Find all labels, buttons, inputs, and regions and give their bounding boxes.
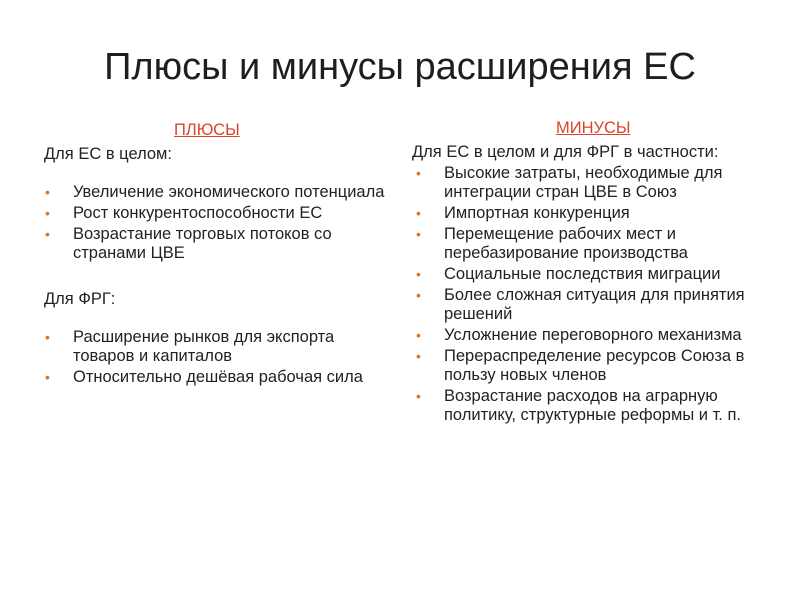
- list-item: [412, 347, 792, 385]
- list-item: [412, 387, 792, 425]
- list-item: [412, 265, 792, 284]
- pros-eu-intro: Для ЕС в целом:: [44, 145, 172, 163]
- list-item-text: Относительно дешёвая рабочая сила: [73, 368, 363, 386]
- cons-list: [412, 164, 792, 425]
- bullet-icon: •: [45, 184, 50, 200]
- bullet-icon: •: [416, 266, 421, 282]
- list-item-text: Перераспределение ресурсов Союза в пользу новых членов: [444, 347, 745, 384]
- bullet-icon: •: [45, 369, 50, 385]
- spacer: [44, 309, 390, 328]
- bullet-icon: •: [416, 348, 421, 364]
- pros-frg-list: [44, 328, 390, 387]
- list-item-text: Перемещение рабочих мест и перебазирование производства: [444, 225, 688, 262]
- list-item-text: Импортная конкуренция: [444, 204, 630, 222]
- slide-title: Плюсы и минусы расширения ЕС: [104, 46, 696, 88]
- pros-column: [44, 120, 390, 389]
- list-item: [412, 164, 792, 202]
- cons-heading: МИНУСЫ: [556, 119, 631, 137]
- pros-eu-list: [44, 183, 390, 263]
- bullet-icon: •: [45, 329, 50, 345]
- pros-frg-intro: Для ФРГ:: [44, 290, 116, 308]
- list-item: [412, 204, 792, 223]
- list-item-text: Возрастание торговых потоков со странами ЦВЕ: [73, 225, 332, 262]
- list-item-text: Высокие затраты, необходимые для интеграции стран ЦВЕ в Союз: [444, 164, 723, 201]
- list-item-text: Возрастание расходов на аграрную политику, структурные реформы и т. п.: [444, 387, 741, 424]
- list-item: [412, 326, 792, 345]
- pros-heading: ПЛЮСЫ: [174, 121, 240, 139]
- bullet-icon: •: [45, 226, 50, 242]
- bullet-icon: •: [416, 327, 421, 343]
- list-item-text: Рост конкурентоспособности ЕС: [73, 204, 323, 222]
- bullet-icon: •: [416, 226, 421, 242]
- spacer: [44, 164, 390, 183]
- list-item-text: Социальные последствия миграции: [444, 265, 721, 283]
- bullet-icon: •: [416, 205, 421, 221]
- list-item: [44, 225, 390, 263]
- bullet-icon: •: [416, 287, 421, 303]
- list-item-text: Усложнение переговорного механизма: [444, 326, 742, 344]
- list-item-text: Более сложная ситуация для принятия решений: [444, 286, 745, 323]
- list-item: [44, 204, 390, 223]
- list-item: [44, 183, 390, 202]
- bullet-icon: •: [416, 388, 421, 404]
- cons-intro: Для ЕС в целом и для ФРГ в частности:: [412, 143, 719, 161]
- list-item: [44, 328, 390, 366]
- list-item: [44, 368, 390, 387]
- list-item-text: Расширение рынков для экспорта товаров и капиталов: [73, 328, 335, 365]
- list-item: [412, 286, 792, 324]
- spacer: [44, 265, 390, 290]
- bullet-icon: •: [416, 165, 421, 181]
- list-item-text: Увеличение экономического потенциала: [73, 183, 385, 201]
- list-item: [412, 225, 792, 263]
- cons-column: [412, 118, 792, 427]
- bullet-icon: •: [45, 205, 50, 221]
